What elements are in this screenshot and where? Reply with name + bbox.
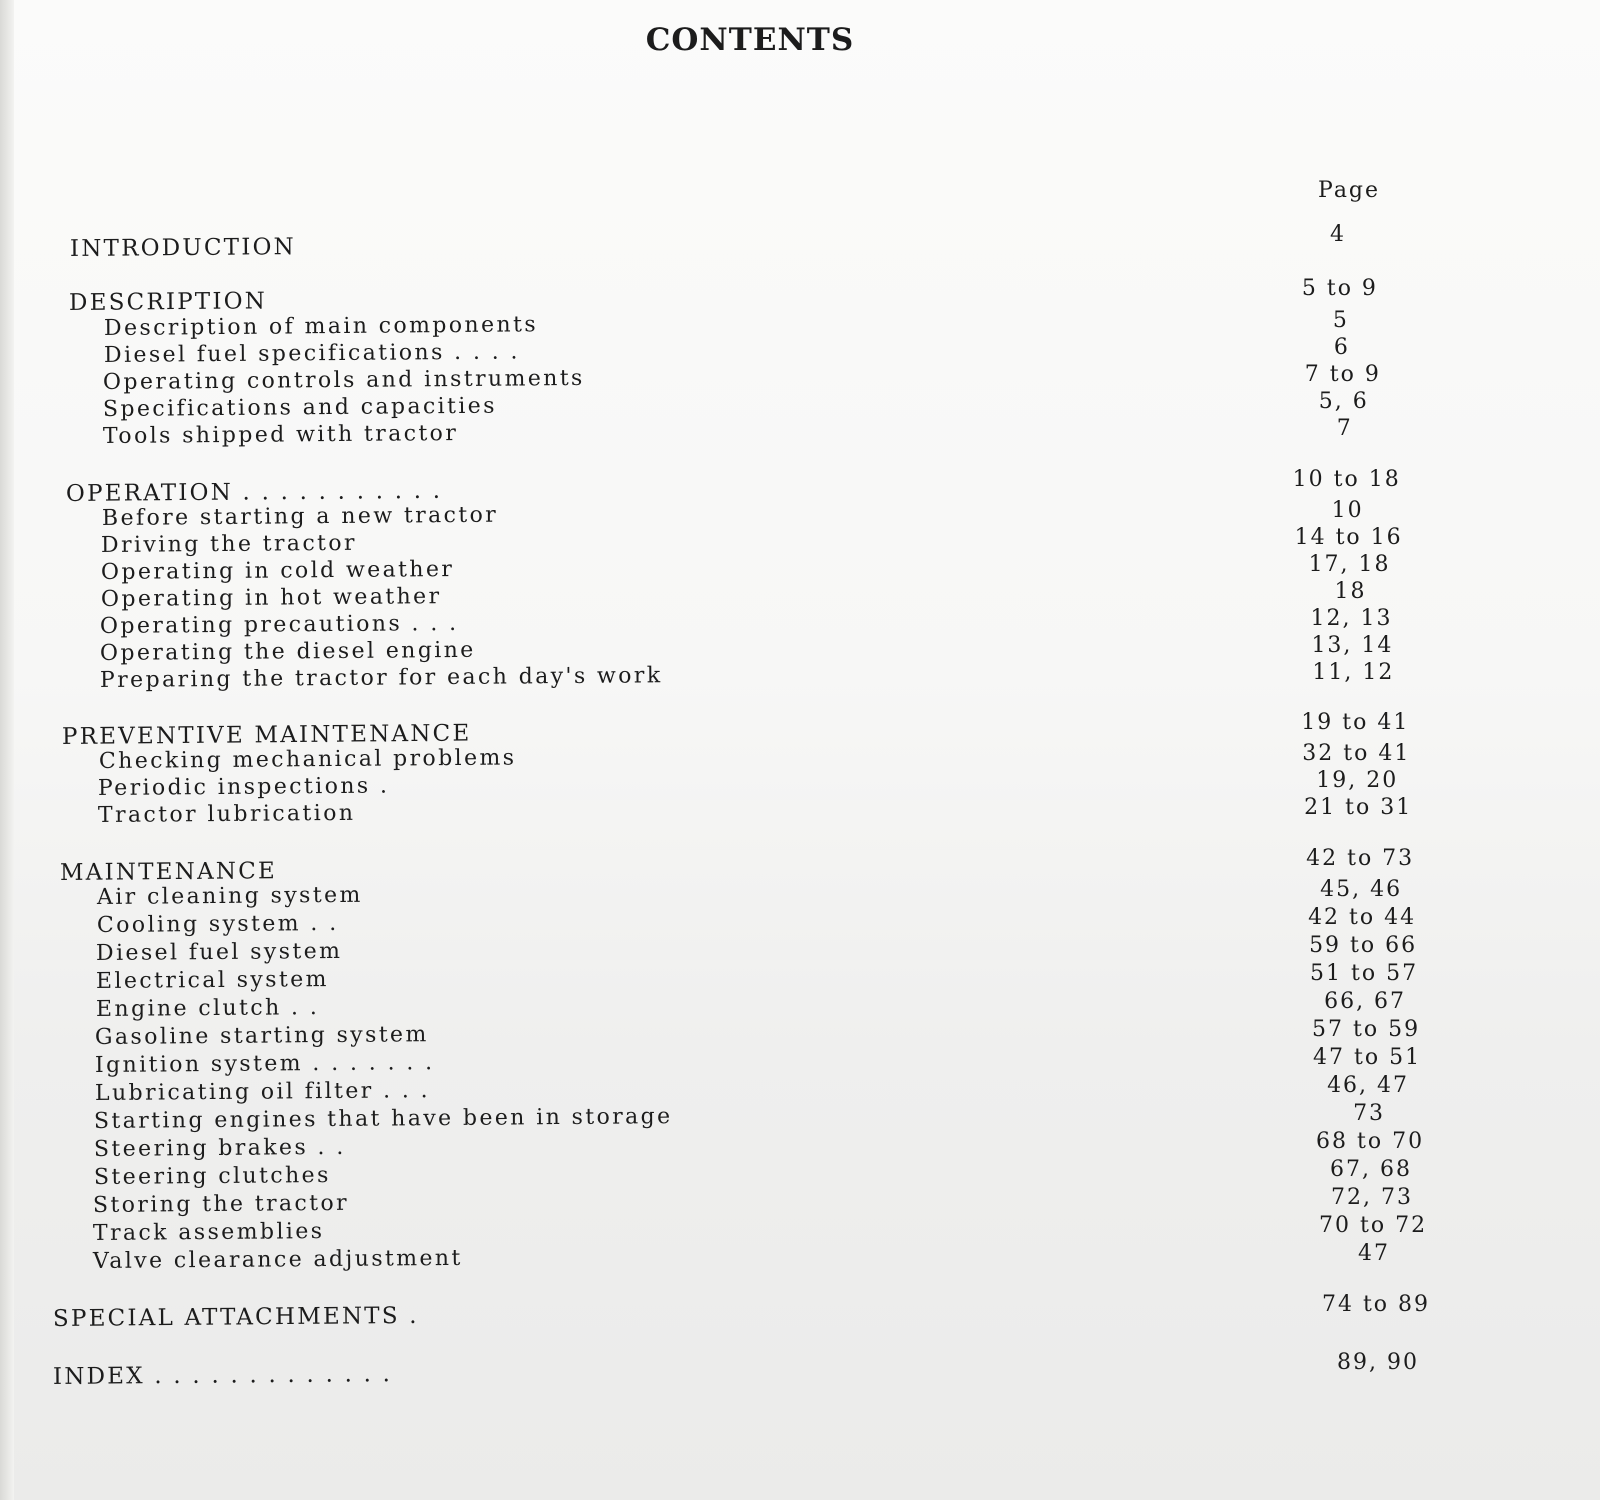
toc-entry-page-number: 7 to 9: [1304, 362, 1381, 387]
toc-entry-label: Electrical system: [95, 967, 329, 994]
toc-entry-page-number: 73: [1353, 1101, 1386, 1126]
section-page-number: 42 to 73: [1306, 846, 1415, 871]
section-page-number: 89, 90: [1337, 1350, 1420, 1375]
toc-entry-page-number: 51 to 57: [1310, 961, 1419, 986]
toc-entry-label: Air cleaning system: [96, 882, 363, 910]
toc-entry-page-number: 19, 20: [1316, 768, 1399, 793]
toc-entry-label: Starting engines that have been in storage: [94, 1104, 673, 1134]
toc-entry-page-number: 47 to 51: [1313, 1045, 1422, 1070]
toc-entry-label: Tools shipped with tractor: [102, 420, 458, 449]
toc-entry-page-number: 72, 73: [1331, 1185, 1414, 1210]
section-heading: PREVENTIVE MAINTENANCE: [62, 720, 472, 750]
toc-entry-page-number: 7: [1336, 416, 1353, 441]
toc-entry-page-number: 32 to 41: [1302, 741, 1411, 766]
section-page-number: 5 to 9: [1301, 276, 1378, 301]
toc-entry-label: Tractor lubrication: [97, 800, 356, 828]
toc-entry-label: Lubricating oil filter . . .: [94, 1078, 430, 1106]
toc-entry-label: Specifications and capacities: [102, 393, 497, 422]
toc-entry-label: Valve clearance adjustment: [92, 1245, 463, 1274]
toc-entry-label: Driving the tractor: [101, 530, 358, 558]
toc-entry-label: Track assemblies: [92, 1219, 325, 1246]
toc-entry-page-number: 57 to 59: [1312, 1017, 1421, 1042]
toc-entry-label: Operating the diesel engine: [99, 637, 476, 666]
toc-entry-label: Before starting a new tractor: [101, 502, 498, 531]
section-heading: MAINTENANCE: [60, 858, 278, 886]
toc-entry-label: Storing the tractor: [93, 1190, 350, 1218]
section-page-number: 10 to 18: [1292, 467, 1401, 492]
toc-entry-label: Operating controls and instruments: [103, 365, 586, 395]
toc-entry-label: Ignition system . . . . . . .: [94, 1050, 435, 1078]
toc-entry-label: Diesel fuel system: [96, 938, 343, 966]
toc-entry-label: Operating in hot weather: [100, 584, 442, 612]
toc-entry-page-number: 42 to 44: [1308, 905, 1417, 930]
toc-entry-page-number: 66, 67: [1324, 989, 1407, 1014]
toc-entry-label: Steering brakes . .: [93, 1134, 346, 1162]
section-heading: INDEX . . . . . . . . . . . . .: [52, 1361, 392, 1390]
section-page-number: 19 to 41: [1301, 710, 1410, 735]
toc-entry-page-number: 5: [1332, 308, 1349, 333]
toc-entry-label: Periodic inspections .: [98, 773, 390, 801]
toc-entry-page-number: 13, 14: [1311, 633, 1394, 658]
toc-entry-label: Operating precautions . . .: [100, 610, 459, 639]
toc-entry-label: Engine clutch . .: [95, 995, 319, 1022]
toc-entry-page-number: 14 to 16: [1294, 525, 1403, 550]
section-heading: OPERATION . . . . . . . . . . .: [66, 477, 443, 507]
toc-entry-page-number: 46, 47: [1327, 1073, 1410, 1098]
toc-entry-label: Diesel fuel specifications . . . .: [103, 339, 520, 368]
toc-entry-page-number: 6: [1333, 335, 1350, 360]
section-heading: SPECIAL ATTACHMENTS .: [53, 1302, 420, 1332]
toc-entry-label: Steering clutches: [93, 1162, 331, 1190]
page-column-label: Page: [1318, 178, 1381, 203]
section-heading: INTRODUCTION: [69, 234, 297, 262]
toc-entry-label: Preparing the tractor for each day's work: [99, 663, 663, 693]
toc-entry-page-number: 18: [1334, 579, 1367, 604]
toc-entry-page-number: 21 to 31: [1304, 795, 1413, 820]
toc-entry-page-number: 45, 46: [1320, 877, 1403, 902]
toc-entry-page-number: 10: [1331, 498, 1364, 523]
toc-entry-label: Checking mechanical problems: [98, 745, 517, 774]
toc-entry-page-number: 17, 18: [1308, 552, 1391, 577]
toc-entry-page-number: 67, 68: [1330, 1157, 1413, 1182]
section-page-number: 74 to 89: [1321, 1292, 1431, 1317]
toc-entry-page-number: 59 to 66: [1309, 933, 1418, 958]
toc-entry-page-number: 70 to 72: [1319, 1213, 1428, 1238]
toc-entry-page-number: 47: [1358, 1241, 1391, 1266]
toc-entry-label: Cooling system . .: [96, 910, 339, 938]
toc-entry-label: Description of main components: [103, 312, 539, 341]
toc-entry-page-number: 68 to 70: [1316, 1129, 1425, 1154]
toc-entry-page-number: 12, 13: [1310, 606, 1393, 631]
section-heading: DESCRIPTION: [69, 288, 268, 316]
toc-entry-label: Operating in cold weather: [100, 556, 455, 585]
page-title: CONTENTS: [645, 22, 855, 58]
toc-entry-label: Gasoline starting system: [95, 1022, 430, 1050]
toc-entry-page-number: 11, 12: [1312, 660, 1395, 685]
toc-entry-page-number: 5, 6: [1318, 389, 1369, 414]
section-page-number: 4: [1330, 222, 1346, 247]
